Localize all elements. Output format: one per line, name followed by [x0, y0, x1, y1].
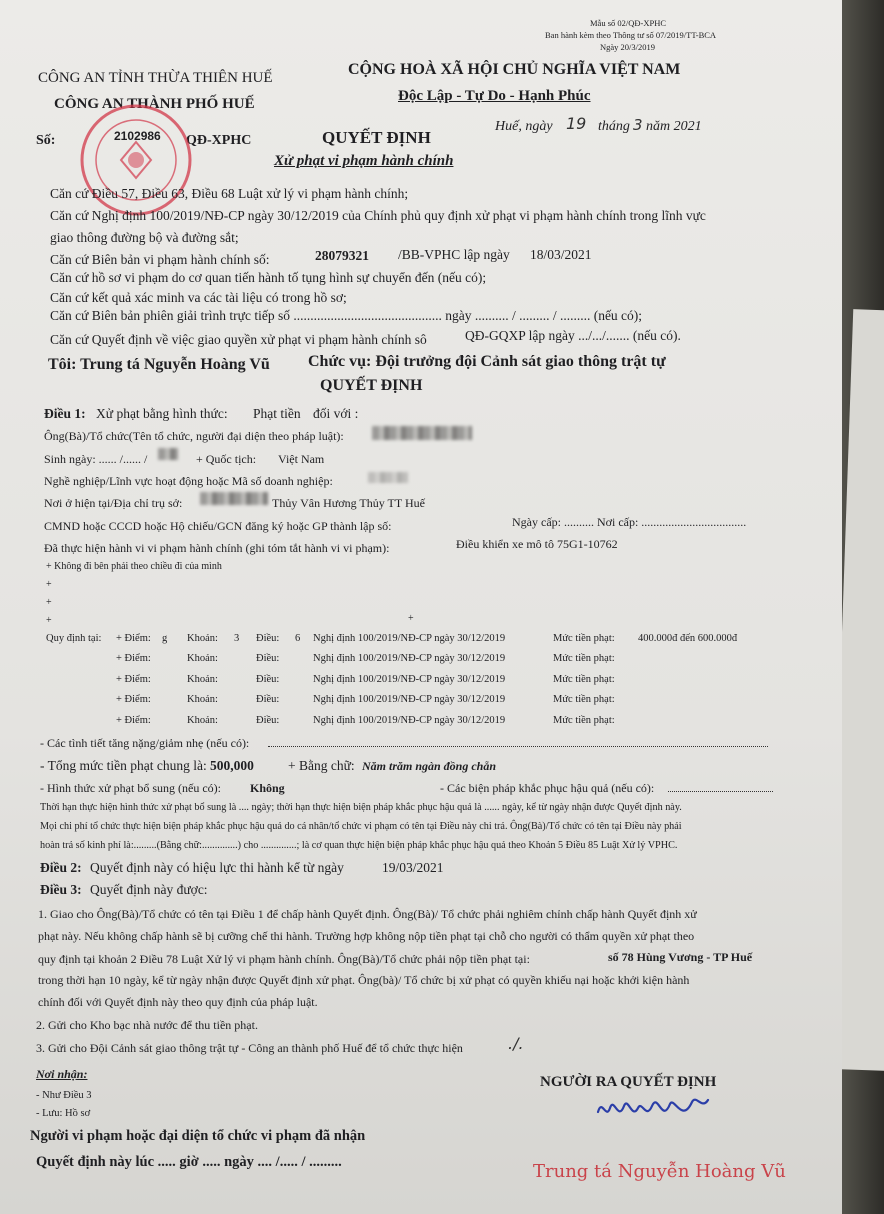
rule-decree: Nghị định 100/2019/NĐ-CP ngày 30/12/2019: [313, 715, 506, 726]
rule-khoan-label: Khoản:: [187, 633, 218, 644]
rule-fine-label: Mức tiền phạt:: [553, 694, 615, 705]
recipients-label: Nơi nhận:: [36, 1067, 88, 1081]
issuer-line: Tôi: Trung tá Nguyễn Hoàng Vũ: [48, 356, 270, 373]
signer-name: Trung tá Nguyễn Hoàng Vũ: [533, 1161, 786, 1182]
signature: [592, 1090, 712, 1134]
recipient-1: - Như Điều 3: [36, 1090, 92, 1101]
form-number: Mẫu số 02/QĐ-XPHC: [590, 18, 667, 28]
issuer-title: NGƯỜI RA QUYẾT ĐỊNH: [540, 1074, 717, 1090]
article2-date: 19/03/2021: [382, 860, 444, 875]
basis-line-5: Căn cứ hồ sơ vi phạm do cơ quan tiến hành tố tụng hình sự chuyển đến (nếu có);: [50, 270, 487, 285]
article1-form: Phạt tiền: [253, 406, 301, 421]
rule-khoan-label: Khoản:: [187, 694, 218, 705]
redacted-birth-year: [158, 448, 178, 460]
rule-diem-label: + Điểm:: [116, 653, 151, 664]
rule-diem-label: + Điểm:: [116, 674, 151, 685]
rule-fine-label: Mức tiền phạt:: [553, 674, 615, 685]
date-day: 19: [566, 114, 587, 133]
rule-dieu-label: Điều:: [256, 674, 280, 685]
article3-line-2: phạt này. Nếu không chấp hành sẽ bị cưỡng chế thi hành. Trường hợp không nộp tiền phạt tại chỗ cho người có thẩm quyền xử phạt theo: [38, 929, 695, 943]
rule-dieu-label: Điều:: [256, 715, 280, 726]
article3-line-5: chính đối với Quyết định này theo quy định của pháp luật.: [38, 995, 318, 1009]
article1-text: Xử phạt bằng hình thức:: [96, 406, 228, 421]
rule-fine-value: 400.000đ đến 600.000đ: [638, 633, 738, 644]
rule-dieu-label: Điều:: [256, 633, 280, 644]
rule-dieu-value: 6: [295, 633, 301, 644]
basis-line-7: Căn cứ Biên bản phiên giải trình trực tiếp số ............................................ ngày .......... / ......... / ......... (nếu có);: [50, 308, 643, 323]
issuer-position: Chức vụ: Đội trưởng đội Cảnh sát giao thông trật tự: [308, 353, 666, 370]
address-value: Thủy Vân Hương Thủy TT Huế: [272, 496, 425, 510]
rule-khoan-value: 3: [234, 633, 240, 644]
penalty-note-2: Mọi chi phí tổ chức thực hiện biện pháp khắc phục hậu quả do cá nhân/tổ chức vi phạm có tên tại Điều này chi trả. Ông(Bà)/Tổ chức có tên tại Điều này phải: [40, 821, 682, 832]
penalty-note-3: hoàn trả số kinh phí là:.........(Bằng chữ:..............) cho ..............; là cơ quan thực hiện biện pháp khắc phục hậu quả theo Khoản 5 Điều 85 Luật Xử lý VPHC.: [40, 840, 678, 851]
rule-khoan-label: Khoản:: [187, 674, 218, 685]
bienban-suffix: /BB-VPHC lập ngày: [398, 247, 510, 262]
remedial-dotline: [668, 791, 773, 792]
basis-line-8: Căn cứ Quyết định về việc giao quyền xử phạt vi phạm hành chính sô: [50, 332, 427, 347]
rule-fine-label: Mức tiền phạt:: [553, 633, 615, 644]
article2-label: Điều 2:: [40, 860, 82, 875]
bienban-number: 28079321: [315, 248, 369, 263]
additional-penalty-label: - Hình thức xử phạt bổ sung (nếu có):: [40, 781, 221, 795]
redacted-name: [372, 426, 472, 440]
article3-line-4: trong thời hạn 10 ngày, kể từ ngày nhận được Quyết định xử phạt. Ông(bà)/ Tổ chức bị xử phạt có quyền khiếu nại hoặc khởi kiện hành: [38, 973, 690, 987]
article3-line-3: quy định tại khoản 2 Điều 78 Luật Xử lý vi phạm hành chính. Ông(Bà)/Tổ chức phải nộp tiền phạt tại:: [38, 952, 530, 966]
redacted-occupation: [368, 472, 408, 483]
doc-title: QUYẾT ĐỊNH: [322, 128, 431, 147]
rule-decree: Nghị định 100/2019/NĐ-CP ngày 30/12/2019: [313, 633, 506, 644]
additional-penalty-value: Không: [250, 781, 285, 795]
penalty-note-1: Thời hạn thực hiện hình thức xử phạt bổ sung là .... ngày; thời hạn thực hiện biện pháp khắc phục hậu quả là ...... ngày, kể từ ngày nhận được Quyết định này.: [40, 802, 682, 813]
sub-agency-name: CÔNG AN THÀNH PHỐ HUẾ: [54, 96, 255, 112]
remedial-label: - Các biện pháp khắc phục hậu quả (nếu có):: [440, 781, 655, 795]
article2-text: Quyết định này có hiệu lực thi hành kể từ ngày: [90, 860, 344, 875]
rule-diem-value: g: [162, 633, 168, 644]
violation-item-mid: +: [408, 613, 414, 624]
violator-received-line-2: Quyết định này lúc ..... giờ ..... ngày .... /..... / .........: [36, 1154, 342, 1170]
basis-line-1: Căn cứ Điều 57, Điều 63, Điều 68 Luật xử lý vi phạm hành chính;: [50, 186, 409, 201]
article3-line-7: 3. Gửi cho Đội Cảnh sát giao thông trật tự - Công an thành phố Huế để tổ chức thực hiện: [36, 1041, 463, 1055]
basis-line-6: Căn cứ kết quả xác minh va các tài liệu có trong hồ sơ;: [50, 290, 347, 305]
recipient-2: - Lưu: Hồ sơ: [36, 1108, 91, 1119]
in-words-label: + Bằng chữ:: [288, 758, 355, 773]
so-value: 2102986: [114, 129, 161, 143]
rule-khoan-label: Khoản:: [187, 715, 218, 726]
rule-fine-label: Mức tiền phạt:: [553, 653, 615, 664]
rule-decree: Nghị định 100/2019/NĐ-CP ngày 30/12/2019: [313, 674, 506, 685]
nationality-label: + Quốc tịch:: [196, 452, 257, 466]
date-month-label: tháng: [598, 119, 630, 134]
violation-item-3: +: [46, 597, 52, 608]
agency-name: CÔNG AN TỈNH THỪA THIÊN HUẾ: [38, 70, 273, 86]
violator-name-label: Ông(Bà)/Tổ chức(Tên tổ chức, người đại diện theo pháp luật):: [44, 429, 344, 443]
violator-received-line-1: Người vi phạm hoặc đại diện tổ chức vi phạm đã nhận: [30, 1128, 366, 1144]
form-issued-by: Ban hành kèm theo Thông tư số 07/2019/TT-BCA: [545, 30, 717, 40]
date-place: Huế, ngày: [495, 119, 553, 134]
bienban-date: 18/03/2021: [530, 247, 592, 262]
article1-label: Điều 1:: [44, 406, 86, 421]
rules-label: Quy định tại:: [46, 633, 102, 644]
basis-line-2: Căn cứ Nghị định 100/2019/NĐ-CP ngày 30/12/2019 của Chính phủ quy định xử phạt vi phạm hành chính trong lĩnh vực: [50, 208, 706, 223]
birth-date-label: Sinh ngày: ...... /...... /: [44, 452, 148, 466]
decision-heading: QUYẾT ĐỊNH: [320, 377, 423, 394]
violation-item-4: +: [46, 615, 52, 626]
aggravating-label: - Các tình tiết tăng nặng/giảm nhẹ (nếu có):: [40, 736, 250, 750]
rule-dieu-label: Điều:: [256, 694, 280, 705]
so-suffix: QĐ-XPHC: [186, 133, 252, 148]
redacted-address: [200, 492, 268, 505]
total-fine-value: 500,000: [210, 758, 254, 773]
motto: Độc Lập - Tự Do - Hạnh Phúc: [398, 88, 591, 104]
article3-line-6: 2. Gửi cho Kho bạc nhà nước để thu tiền phạt.: [36, 1018, 258, 1032]
violation-value: Điều khiển xe mô tô 75G1-10762: [456, 537, 618, 551]
basis-line-4: Căn cứ Biên bản vi phạm hành chính số:: [50, 252, 270, 267]
nationality-value: Việt Nam: [278, 452, 325, 466]
violation-item-1: + Không đi bên phải theo chiều đi của mình: [46, 561, 222, 572]
rule-decree: Nghị định 100/2019/NĐ-CP ngày 30/12/2019: [313, 653, 506, 664]
basis-line-3: giao thông đường bộ và đường sắt;: [50, 230, 239, 245]
rule-fine-label: Mức tiền phạt:: [553, 715, 615, 726]
id-issue-info: Ngày cấp: .......... Nơi cấp: ...................................: [512, 515, 747, 529]
occupation-label: Nghề nghiệp/Lĩnh vực hoạt động hoặc Mã số doanh nghiệp:: [44, 474, 333, 488]
doc-subtitle: Xử phạt vi phạm hành chính: [274, 153, 454, 169]
payment-place: số 78 Hùng Vương - TP Huế: [608, 950, 753, 964]
aggravating-dotline: [268, 746, 768, 747]
form-date: Ngày 20/3/2019: [600, 42, 656, 52]
rule-diem-label: + Điểm:: [116, 715, 151, 726]
rule-diem-label: + Điểm:: [116, 694, 151, 705]
red-stamp: [76, 100, 196, 220]
date-year: năm 2021: [646, 119, 702, 134]
country-name: CỘNG HOÀ XÃ HỘI CHỦ NGHĨA VIỆT NAM: [348, 61, 681, 78]
handwritten-mark: ./.: [508, 1034, 524, 1053]
basis-line-9: QĐ-GQXP lập ngày .../.../....... (nếu có).: [465, 328, 681, 343]
article3-text: Quyết định này được:: [90, 882, 208, 897]
rule-khoan-label: Khoản:: [187, 653, 218, 664]
date-month: 3: [633, 116, 643, 134]
violation-label: Đã thực hiện hành vi vi phạm hành chính (ghi tóm tắt hành vi vi phạm):: [44, 541, 390, 555]
article1-doi-voi: đối với :: [313, 406, 359, 421]
address-label: Nơi ở hiện tại/Địa chỉ trụ sở:: [44, 496, 183, 510]
so-label: Số:: [36, 133, 56, 148]
rule-dieu-label: Điều:: [256, 653, 280, 664]
article3-label: Điều 3:: [40, 882, 82, 897]
id-card-label: CMND hoặc CCCD hoặc Hộ chiếu/GCN đăng ký hoặc GP thành lập số:: [44, 519, 392, 533]
in-words-value: Năm trăm ngàn đồng chẵn: [362, 759, 497, 773]
rule-diem-label: + Điểm:: [116, 633, 151, 644]
violation-item-2: +: [46, 579, 52, 590]
total-fine-label: - Tổng mức tiền phạt chung là:: [40, 758, 207, 773]
article3-line-1: 1. Giao cho Ông(Bà)/Tổ chức có tên tại Điều 1 để chấp hành Quyết định. Ông(Bà)/ Tổ chức phải nghiêm chỉnh chấp hành Quyết định xử: [38, 907, 697, 921]
rule-decree: Nghị định 100/2019/NĐ-CP ngày 30/12/2019: [313, 694, 506, 705]
